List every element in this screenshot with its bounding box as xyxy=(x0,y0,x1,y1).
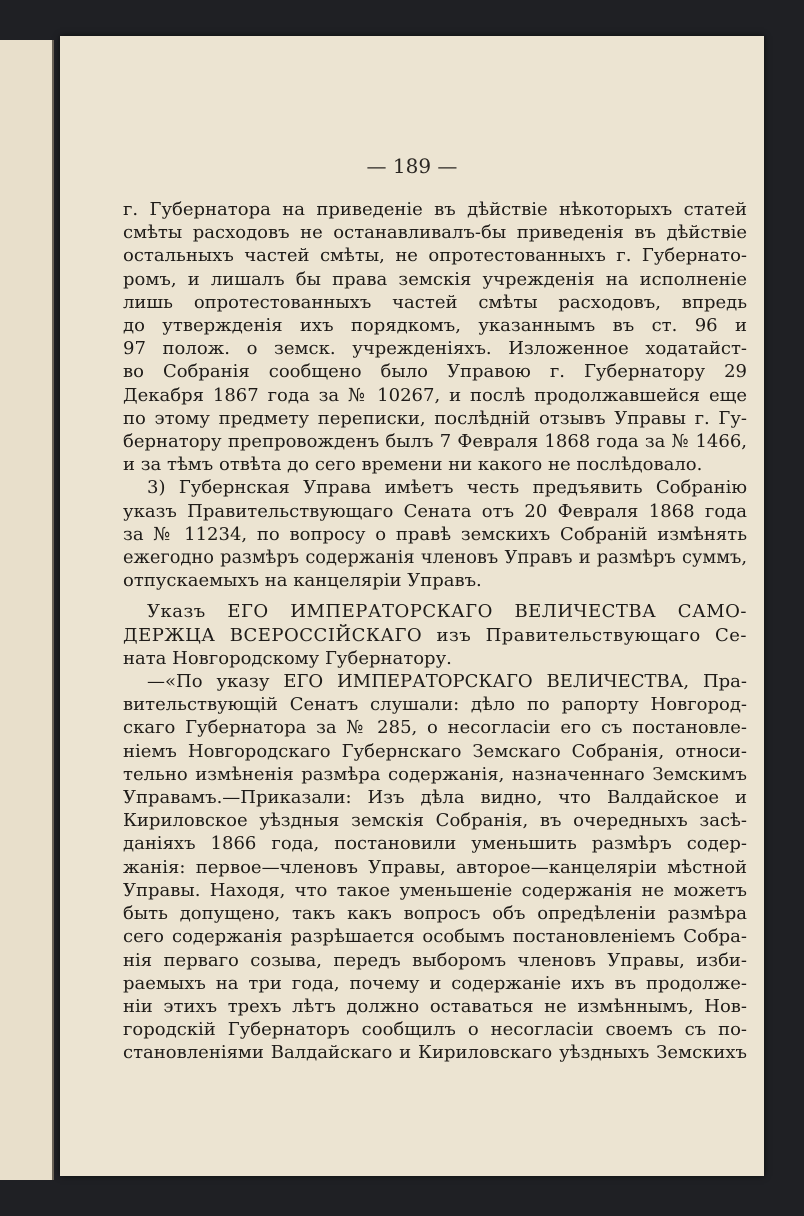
paragraph xyxy=(123,670,747,1064)
text-line: городскій Губернаторъ сообщилъ о несогласіи своемъ съ по- xyxy=(123,1019,747,1041)
text-line: скаго Губернатора за № 285, о несогласіи его съ постановле- xyxy=(123,717,747,739)
text-line: Управы. Находя, что такое уменьшеніе содержанія не можетъ xyxy=(123,879,747,901)
page-text xyxy=(123,198,747,1065)
text-line: во Собранія сообщено было Управою г. Губернатору 29 xyxy=(123,361,747,383)
text-line: ромъ, и лишалъ бы права земскія учрежденія на исполненіе xyxy=(123,268,747,290)
text-line: раемыхъ на три года, почему и содержаніе ихъ въ продолже- xyxy=(123,972,747,994)
text-line: Указъ ЕГО ИМПЕРАТОРСКАГО ВЕЛИЧЕСТВА САМО- xyxy=(147,601,747,623)
text-line: смѣты расходовъ не останавливалъ-бы приведенія въ дѣйствіе xyxy=(123,222,747,244)
text-line: указъ Правительствующаго Сената отъ 20 Февраля 1868 года xyxy=(123,500,747,522)
paragraph xyxy=(123,476,747,592)
text-line: 3) Губернская Управа имѣетъ честь предъявить Собранію xyxy=(147,477,747,499)
text-line: Управамъ.—Приказали: Изъ дѣла видно, что Валдайское и xyxy=(123,787,747,809)
text-line: до утвержденія ихъ порядкомъ, указаннымъ въ ст. 96 и xyxy=(123,315,747,337)
text-line: лишь опротестованныхъ частей смѣты расходовъ, впредь xyxy=(123,291,747,313)
decree-heading xyxy=(123,600,747,670)
text-line: нія перваго созыва, передъ выборомъ членовъ Управы, изби- xyxy=(123,949,747,971)
text-line: ніи этихъ трехъ лѣтъ должно оставаться не измѣннымъ, Нов- xyxy=(123,995,747,1017)
text-line: Декабря 1867 года за № 10267, и послѣ продолжавшейся еще xyxy=(123,384,747,406)
text-line: отпускаемыхъ на канцеляріи Управъ. xyxy=(123,570,482,592)
text-line: бернатору препровожденъ былъ 7 Февраля 1868 года за № 1466, xyxy=(123,431,747,453)
text-line: ежегодно размѣръ содержанія членовъ Управъ и размѣръ суммъ, xyxy=(123,547,747,569)
text-line: сего содержанія разрѣшается особымъ постановленіемъ Собра- xyxy=(123,926,747,948)
paragraph xyxy=(123,198,747,476)
text-line: даніяхъ 1866 года, постановили уменьшить размѣръ содер- xyxy=(123,833,747,855)
text-line: за № 11234, по вопросу о правѣ земскихъ Собраній измѣнять xyxy=(123,523,747,545)
previous-page-edge xyxy=(0,40,54,1180)
text-line: —«По указу ЕГО ИМПЕРАТОРСКАГО ВЕЛИЧЕСТВА, Пра- xyxy=(147,671,747,693)
text-line: тельно измѣненія размѣра содержанія, назначеннаго Земскимъ xyxy=(123,763,747,785)
text-line: жанія: первое—членовъ Управы, авторое—канцеляріи мѣстной xyxy=(123,856,747,878)
text-line: ната Новгородскому Губернатору. xyxy=(123,647,452,669)
text-line: остальныхъ частей смѣты, не опротестованныхъ г. Губернато- xyxy=(123,245,747,267)
book-page xyxy=(60,36,764,1176)
text-line: г. Губернатора на приведеніе въ дѣйствіе нѣкоторыхъ статей xyxy=(123,199,747,220)
text-line: 97 полож. о земск. учрежденіяхъ. Изложенное ходатайст- xyxy=(123,338,747,360)
text-line: ДЕРЖЦА ВСЕРОССІЙСКАГО изъ Правительствующаго Се- xyxy=(123,624,747,646)
text-line: и за тѣмъ отвѣта до сего времени ни какого не послѣдовало. xyxy=(123,454,703,476)
text-line: ніемъ Новгородскаго Губернскаго Земскаго Собранія, относи- xyxy=(123,740,747,762)
text-line: Кириловское уѣздныя земскія Собранія, въ очередныхъ засѣ- xyxy=(123,810,747,832)
text-line: быть допущено, такъ какъ вопросъ объ опредѣленіи размѣра xyxy=(123,903,747,925)
text-line: становленіями Валдайскаго и Кириловскаго уѣздныхъ Земскихъ xyxy=(123,1042,747,1064)
page-number: — 189 — xyxy=(366,154,458,178)
text-line: вительствующій Сенатъ слушали: дѣло по рапорту Новгород- xyxy=(123,694,747,716)
text-line: по этому предмету переписки, послѣдній отзывъ Управы г. Гу- xyxy=(123,407,747,429)
